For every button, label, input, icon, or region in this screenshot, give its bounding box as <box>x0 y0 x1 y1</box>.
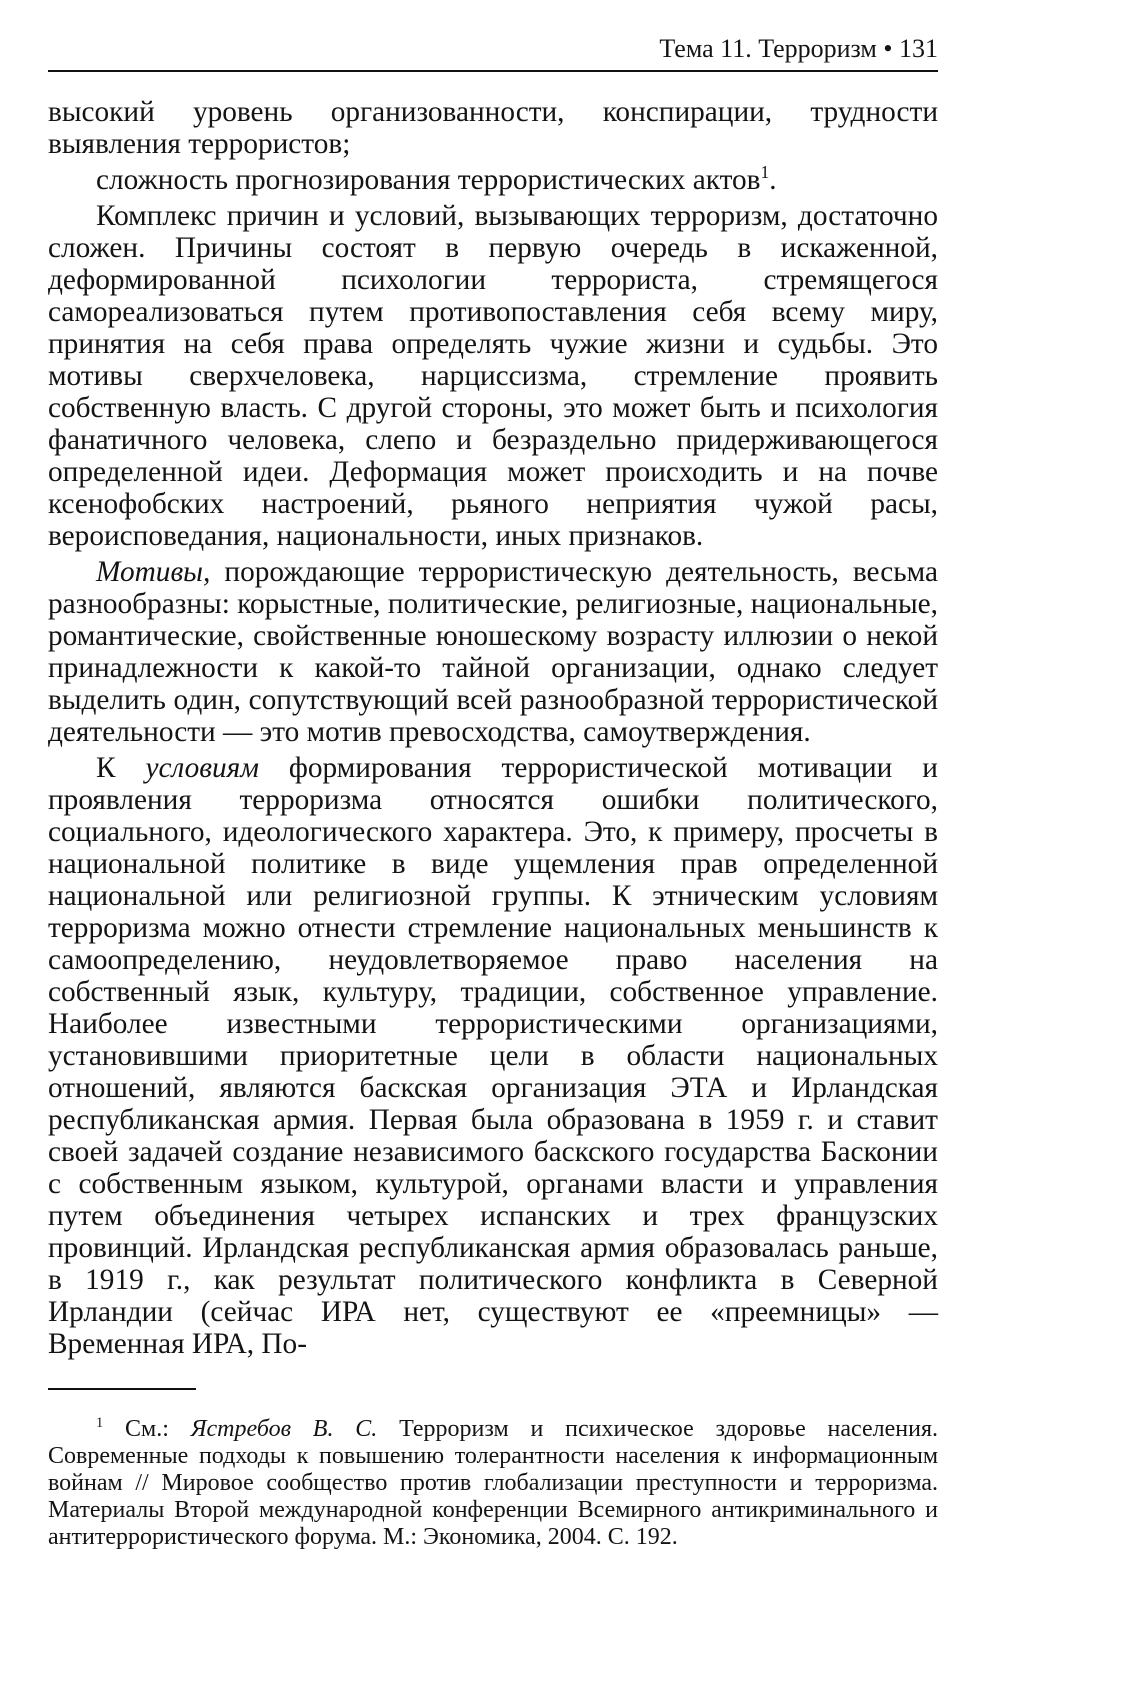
footnote-text: Терроризм и психическое здоровье населения. Современные подходы к повышению толерантности населения к информационным войнам // Мировое сообщество против глобализации преступности и терроризма. Материалы Второй международной конференции Всемирного антикриминального и антитеррористического форума. М.: Экономика, 2004. С. 192. <box>48 1416 938 1550</box>
running-head <box>48 22 938 72</box>
footnote <box>48 1416 938 1551</box>
footnote-ref[interactable]: 1 <box>760 162 770 183</box>
book-page <box>48 22 938 1551</box>
paragraph-text: высокий уровень организованности, конспирации, трудности выявления террористов; <box>48 96 938 160</box>
paragraph <box>48 556 938 748</box>
paragraph-text: формирования террористической мотивации и проявления терроризма относятся ошибки политического, социального, идеологического характера. Это, к примеру, просчеты в национальной политике в виде ущемления прав определенной национальной или религиозной группы. К этническим условиям терроризма можно отнести стремление национальных меньшинств к самоопределению, неудовлетворяемое право населения на собственный язык, культуру, традиции, собственное управление. Наиболее известными террористическими организациями, установившими приоритетные цели в области национальных отношений, являются баскская организация ЭТА и Ирландская республиканская армия. Первая была образована в 1959 г. и ставит своей задачей создание независимого баскского государства Басконии с собственным языком, культурой, органами власти и управления путем объединения четырех испанских и трех французских провинций. Ирландская республиканская армия образовалась раньше, в 1919 г., как результат политического конфликта в Северной Ирландии (сейчас ИРА нет, существуют ее «преемницы» — Временная ИРА, По- <box>48 752 938 1360</box>
paragraph-text: порождающие террористическую деятельность, весьма разнообразны: корыстные, политические, религиозные, национальные, романтические, свойственные юношескому возрасту иллюзии о некой принадлежности к какой-то тайной организации, однако следует выделить один, сопутствующий всей разнообразной террористической деятельности — это мотив превосходства, самоутверждения. <box>48 556 938 748</box>
paragraph-tail: . <box>769 164 777 196</box>
footnote-author: Ястребов В. С. <box>190 1416 378 1442</box>
paragraph-lead: К <box>96 752 146 784</box>
paragraph-lead-italic: Мотивы, <box>96 556 211 588</box>
body-text <box>48 96 938 1360</box>
paragraph-text: Комплекс причин и условий, вызывающих терроризм, достаточно сложен. Причины состоят в первую очередь в искаженной, деформированной психологии террориста, стремящегося самореализоваться путем противопоставления себя всему миру, принятия на себя права определять чужие жизни и судьбы. Это мотивы сверхчеловека, нарциссизма, стремление проявить собственную власть. С другой стороны, это может быть и психология фанатичного человека, слепо и безраздельно придерживающегося определенной идеи. Деформация может происходить и на почве ксенофобских настроений, рьяного неприятия чужой расы, вероисповедания, национальности, иных признаков. <box>48 200 938 552</box>
paragraph <box>48 752 938 1360</box>
footnote-mark: 1 <box>96 1415 104 1431</box>
footnote-prefix: См.: <box>125 1416 191 1442</box>
footnote-rule <box>48 1388 196 1390</box>
paragraph-lead-italic: условиям <box>145 752 259 784</box>
paragraph <box>48 200 938 552</box>
paragraph-text: сложность прогнозирования террористических актов <box>96 164 761 196</box>
running-head-text: Тема 11. Терроризм • 131 <box>659 34 938 63</box>
paragraph <box>48 96 938 160</box>
paragraph <box>48 164 938 196</box>
